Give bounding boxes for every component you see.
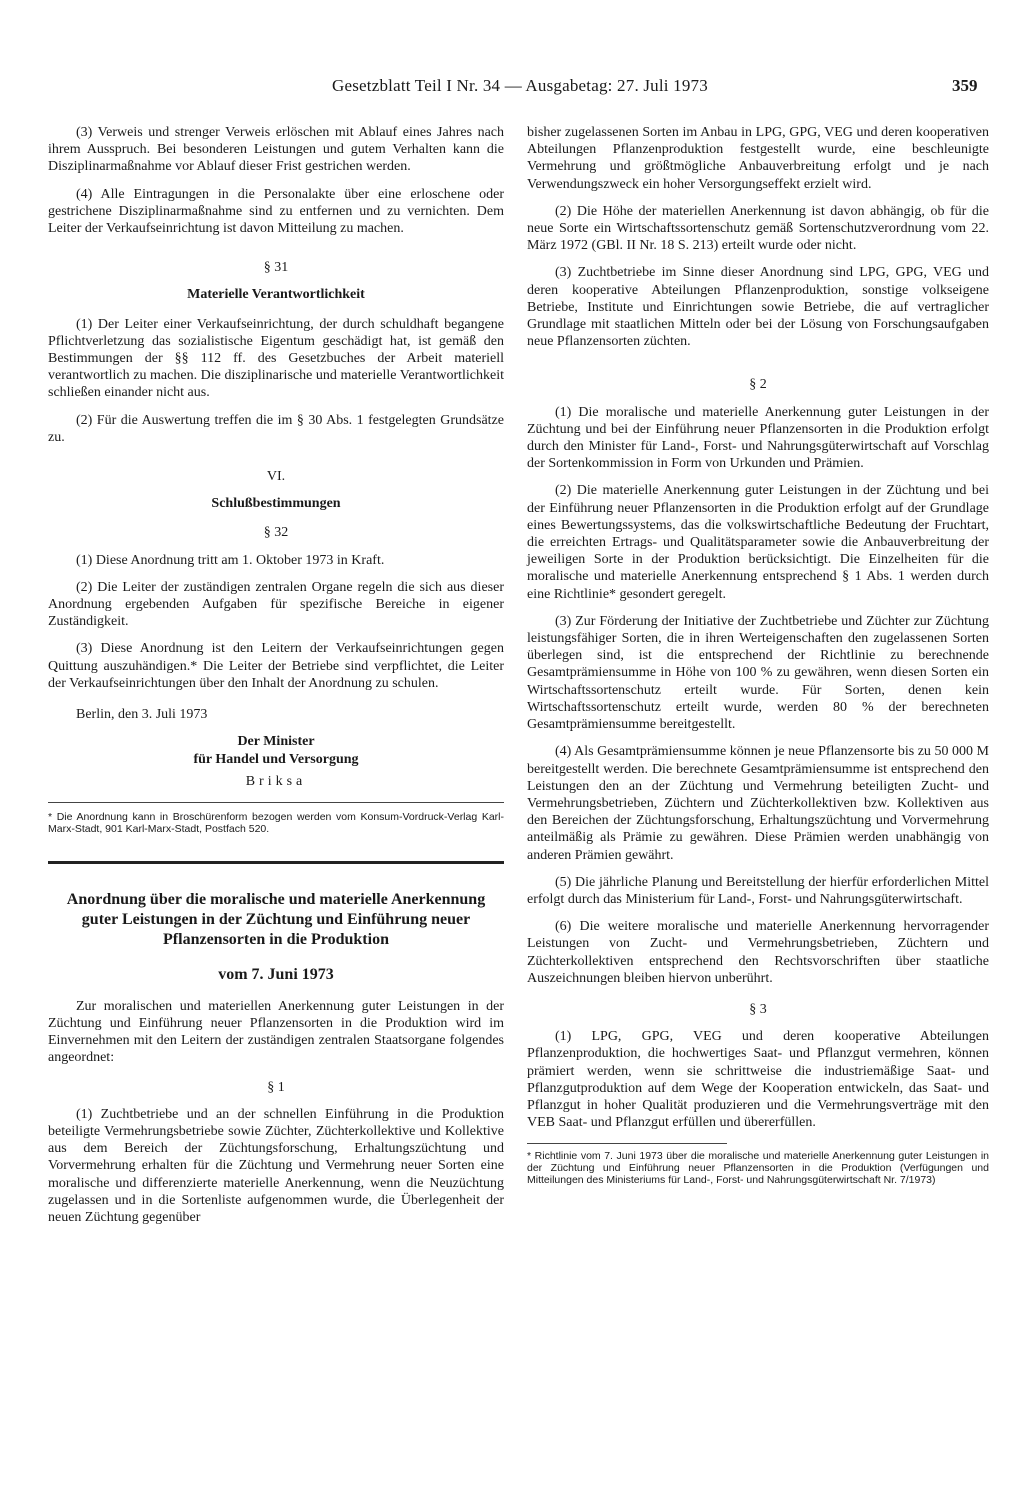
paragraph: (2) Die Höhe der materiellen Anerkennung ist davon abhängig, ob für die neue Sorte ein Wirtschaftssortenschutz gemäß Sortenschutzverordnung vom 22. März 1972 (GBl. II Nr. 18 S. 213) erteilt wurde oder nicht. (527, 203, 989, 254)
signature-name: Briksa (245, 774, 307, 790)
paragraph: (2) Die Leiter der zuständigen zentralen Organe regeln die sich aus dieser Anordnung ergebenden Aufgaben für spezifische Bereiche in eigener Zuständigkeit. (48, 579, 504, 630)
paragraph: (1) LPG, GPG, VEG und deren kooperative Abteilungen Pflanzenproduktion, die hochwertiges Saat- und Pflanzgut vermehren, können prämiert werden, wenn sie schrittweise die industriemäßige Saat- und Pflanzgutproduktion auf dem Wege der Kooperation entwickeln, das Saat- und Pflanzgut in hoher Qualität produzieren und die Vermehrungsverträge mit den VEB Saat- und Pflanzgut erfüllen und übererfüllen. (527, 1029, 989, 1131)
paragraph: (1) Die moralische und materielle Anerkennung guter Leistungen in der Züchtung und bei der Einführung neuer Pflanzensorten in die Produktion erfolgt durch den Minister für Land-, Forst- und Nahrungsgüterwirtschaft auf Vorschlag der Sortenkommission in Form von Urkunden und Prämien. (527, 404, 989, 472)
paragraph: (4) Als Gesamtprämiensumme können je neue Pflanzensorte bis zu 50 000 M bereitgestellt werden. Die berechnete Gesamtprämiensumme ist entsprechend den Leistungen den an der Züchtung und Vermehrung beteiligten Zucht- und Vermehrungsbetrieben, Züchtern und Züchterkollektiven bzw. Kollektiven aus den Bereichen der Züchtungsforschung, Erhaltungszüchtung und Vorvermehrung anteilmäßig als Prämie zu gewähren. Diese Prämien werden unabhängig von anderen Prämien gewährt. (527, 744, 989, 863)
part-title: Schlußbestimmungen (211, 496, 341, 512)
section-title: Materielle Verantwortlichkeit (187, 287, 365, 303)
right-column (527, 124, 989, 1186)
preamble: Zur moralischen und materiellen Anerkennung guter Leistungen in der Züchtung und Einführung neuer Pflanzensorten in die Produktion wird im Einvernehmen mit den Leitern der zuständigen zentralen Staatsorgane folgendes angeordnet: (48, 998, 504, 1066)
section-number: § 1 (267, 1079, 285, 1095)
section-number: § 32 (263, 525, 289, 541)
paragraph: (3) Diese Anordnung ist den Leitern der Verkaufseinrichtungen gegen Quittung auszuhändigen.* Die Leiter der Betriebe sind verpflichtet, die Leiter der Verkaufseinrichtungen über den Inhalt der Anordnung zu schulen. (48, 641, 504, 691)
part-number: VI. (266, 469, 286, 485)
paragraph: (1) Diese Anordnung tritt am 1. Oktober 1973 in Kraft. (76, 552, 385, 568)
paragraph: (1) Der Leiter einer Verkaufseinrichtung, der durch schuldhaft begangene Pflichtverletzung das sozialistische Eigentum geschädigt hat, ist gemäß den Bestimmungen der §§ 112 ff. des Gesetzbuches der Arbeit materiell verantwortlich zu machen. Die disziplinarische und materielle Verantwortlichkeit schließen einander nicht aus. (48, 316, 504, 401)
section-number: § 2 (749, 377, 767, 393)
page-number: 359 (952, 76, 978, 95)
ordinance-date: vom 7. Juni 1973 (218, 966, 334, 984)
ordinance-title: Anordnung über die moralische und materielle Anerkennung guter Leistungen in der Züchtung und Einführung neuer Pflanzensorten in die Produktion (66, 891, 486, 949)
signature-ministry: für Handel und Versorgung (193, 752, 359, 768)
paragraph: (2) Für die Auswertung treffen die im § 30 Abs. 1 festgelegten Grundsätze zu. (48, 412, 504, 445)
paragraph: (3) Verweis und strenger Verweis erlöschen mit Ablauf eines Jahres nach ihrem Ausspruch. Bei besonderen Leistungen und gutem Verhalten kann die Disziplinarmaßnahme vor Ablauf dieser Frist gestrichen werden. (48, 125, 504, 175)
paragraph: (2) Die materielle Anerkennung guter Leistungen in der Züchtung und bei der Einführung neuer Pflanzensorten in die Produktion erfolgt auf der Grundlage eines Bewertungssystems, das die volkswirtschaftliche Bedeutung der Fruchtart, die erreichten Ertrags- und Qualitätsparameter sowie die Anbauverbreitung der jeweiligen Sorte in der Produktion berücksichtigt. Die Einzelheiten für die moralische und materielle Anerkennung entsprechend § 1 Abs. 1 werden durch eine Richtlinie* gesondert geregelt. (527, 483, 989, 602)
page-header (30, 76, 990, 100)
section-number: § 3 (749, 1001, 767, 1017)
paragraph: (6) Die weitere moralische und materielle Anerkennung hervorragender Leistungen von Zucht- und Vermehrungsbetrieben, Züchtern und Züchterkollektiven entsprechend den Rechtsvorschriften über staatliche Auszeichnungen bleiben hiervon unberührt. (527, 919, 989, 986)
paragraph: (5) Die jährliche Planung und Bereitstellung der hierfür erforderlichen Mittel erfolgt durch das Ministerium für Land-, Forst- und Nahrungsgüterwirtschaft. (527, 874, 989, 907)
left-column (48, 124, 504, 1236)
place-date: Berlin, den 3. Juli 1973 (76, 707, 208, 723)
footnote-rule (527, 1143, 727, 1144)
paragraph: (1) Zuchtbetriebe und an der schnellen Einführung in die Produktion beteiligte Vermehrungsbetriebe sowie Züchter, Züchterkollektive und Kollektive aus dem Bereich der Züchtungsforschung, Erhaltungszüchtung und Vorvermehrung erhalten für die Züchtung und Vermehrung neuer Sorten eine moralische und differenzierte materielle Anerkennung, wenn die Neuzüchtung zugelassen und in die Sortenliste aufgenommen wurde, die Überlegenheit der neuen Züchtung gegenüber (48, 1106, 504, 1225)
footnote: * Die Anordnung kann in Broschürenform bezogen werden vom Konsum-Vordruck-Verlag Karl-Marx-Stadt, 901 Karl-Marx-Stadt, Postfach 520. (48, 802, 504, 835)
paragraph: (3) Zur Förderung der Initiative der Zuchtbetriebe und Züchter zur Züchtung leistungsfähiger Sorten, die in ihren Werteigenschaften den zugelassenen Sorten überlegen sind, ist die entsprechend der Richtlinie zu berechnende Gesamtprämiensumme in Höhe von 100 % zu gewähren, wenn diesen Sorten ein Wirtschaftssortenschutz erteilt wurde. Für Sorten, denen kein Wirtschaftssortenschutz erteilt wurde, werden 80 % der berechneten Gesamtprämiensumme bereitgestellt. (527, 613, 989, 733)
paragraph: (3) Zuchtbetriebe im Sinne dieser Anordnung sind LPG, GPG, VEG und deren kooperative Abteilungen Pflanzenproduktion, sonstige volkseigene Betriebe, Institute und Einrichtungen sowie Betriebe, die auf vertraglicher Grundlage mit staatlichen Mitteln oder bei der Lösung von Forschungsaufgaben neue Pflanzensorten züchten. (527, 265, 989, 350)
paragraph: (4) Alle Eintragungen in die Personalakte über eine erloschene oder gestrichene Disziplinarmaßnahme sind zu entfernen und zu vernichten. Dem Leiter der Verkaufseinrichtung ist davon Mitteilung zu machen. (48, 186, 504, 237)
footnote: * Richtlinie vom 7. Juni 1973 über die moralische und materielle Anerkennung guter Leistungen in der Züchtung und Einführung neuer Pflanzensorten in die Produktion (Verfügungen und Mitteilungen des Ministeriums für Land-, Forst- und Nahrungsgüterwirtschaft Nr. 7/1973) (527, 1150, 989, 1187)
paragraph: bisher zugelassenen Sorten im Anbau in LPG, GPG, VEG und deren kooperativen Abteilungen Pflanzenproduktion festgestellt wurde, eine beschleunigte Vermehrung und größtmögliche Anbauverbreitung erfolgt und je nach Verwendungszweck ein hoher Versorgungseffekt erzielt wird. (527, 125, 989, 192)
signature-title: Der Minister (237, 734, 315, 750)
section-number: § 31 (263, 260, 289, 276)
divider (48, 861, 504, 864)
running-title: Gesetzblatt Teil I Nr. 34 — Ausgabetag: 27. Juli 1973 (332, 76, 708, 95)
